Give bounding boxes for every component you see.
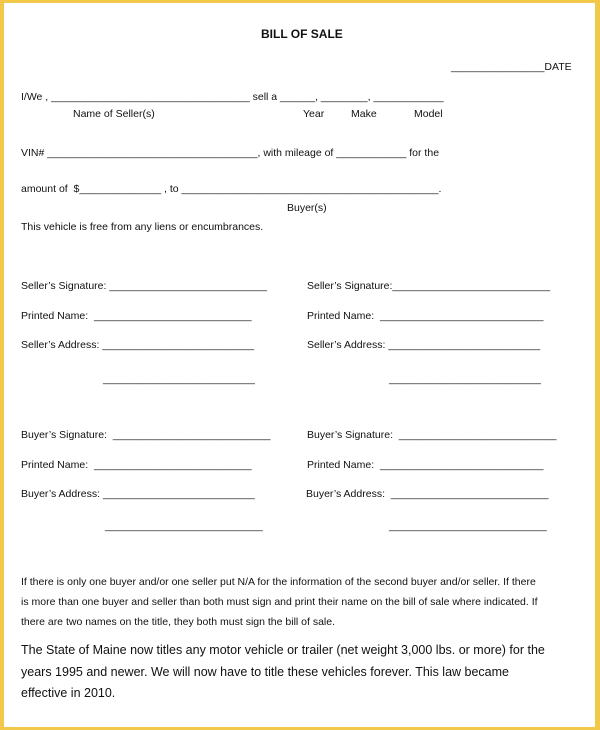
maine-law-line: years 1995 and newer. We will now have to title these vehicles forever. This law became: [21, 665, 509, 679]
seller-address2-left: __________________________: [103, 373, 255, 385]
buyer-address-left: Buyer’s Address: __________________________: [21, 488, 255, 500]
seller-signature-left: Seller’s Signature: ___________________________: [21, 280, 267, 292]
seller-name-label: Name of Seller(s): [73, 108, 155, 120]
buyer-signature-right: Buyer’s Signature: ___________________________: [307, 429, 557, 441]
seller-printed-name-left: Printed Name: ___________________________: [21, 310, 252, 322]
date-field: ________________DATE: [451, 61, 572, 73]
note-line: If there is only one buyer and/or one seller put N/A for the information of the second buyer and/or seller. If there: [21, 576, 536, 588]
seller-address-right: Seller’s Address: __________________________: [307, 339, 541, 351]
buyer-address2-right: ___________________________: [389, 520, 547, 532]
document-page: [4, 3, 595, 727]
liens-statement: This vehicle is free from any liens or encumbrances.: [21, 221, 264, 233]
note-line: there are two names on the title, they both must sign the bill of sale.: [21, 616, 336, 628]
buyer-address2-left: ___________________________: [105, 520, 263, 532]
amount-line: amount of $______________ , to ____________________________________________.: [21, 183, 442, 195]
model-label: Model: [414, 108, 443, 120]
seller-signature-right: Seller’s Signature:___________________________: [307, 280, 551, 292]
document-title: BILL OF SALE: [261, 27, 343, 41]
buyer-printed-name-left: Printed Name: ___________________________: [21, 459, 252, 471]
maine-law-line: effective in 2010.: [21, 686, 116, 700]
note-line: is more than one buyer and seller than both must sign and print their name on the bill of sale where indicated. If: [21, 596, 538, 608]
buyer-signature-left: Buyer’s Signature: ___________________________: [21, 429, 271, 441]
vin-line: VIN# ____________________________________, with mileage of ____________ for the: [21, 147, 440, 159]
maine-law-line: The State of Maine now titles any motor vehicle or trailer (net weight 3,000 lbs. or more) for the: [21, 643, 545, 657]
buyer-label: Buyer(s): [287, 202, 327, 214]
buyer-address-right: Buyer’s Address: ___________________________: [306, 488, 549, 500]
seller-address-left: Seller’s Address: __________________________: [21, 339, 255, 351]
seller-line: I/We , __________________________________ sell a ______, ________, ____________: [21, 91, 444, 103]
buyer-printed-name-right: Printed Name: ____________________________: [307, 459, 544, 471]
seller-printed-name-right: Printed Name: ____________________________: [307, 310, 544, 322]
make-label: Make: [351, 108, 377, 120]
seller-address2-right: __________________________: [389, 373, 541, 385]
year-label: Year: [303, 108, 325, 120]
